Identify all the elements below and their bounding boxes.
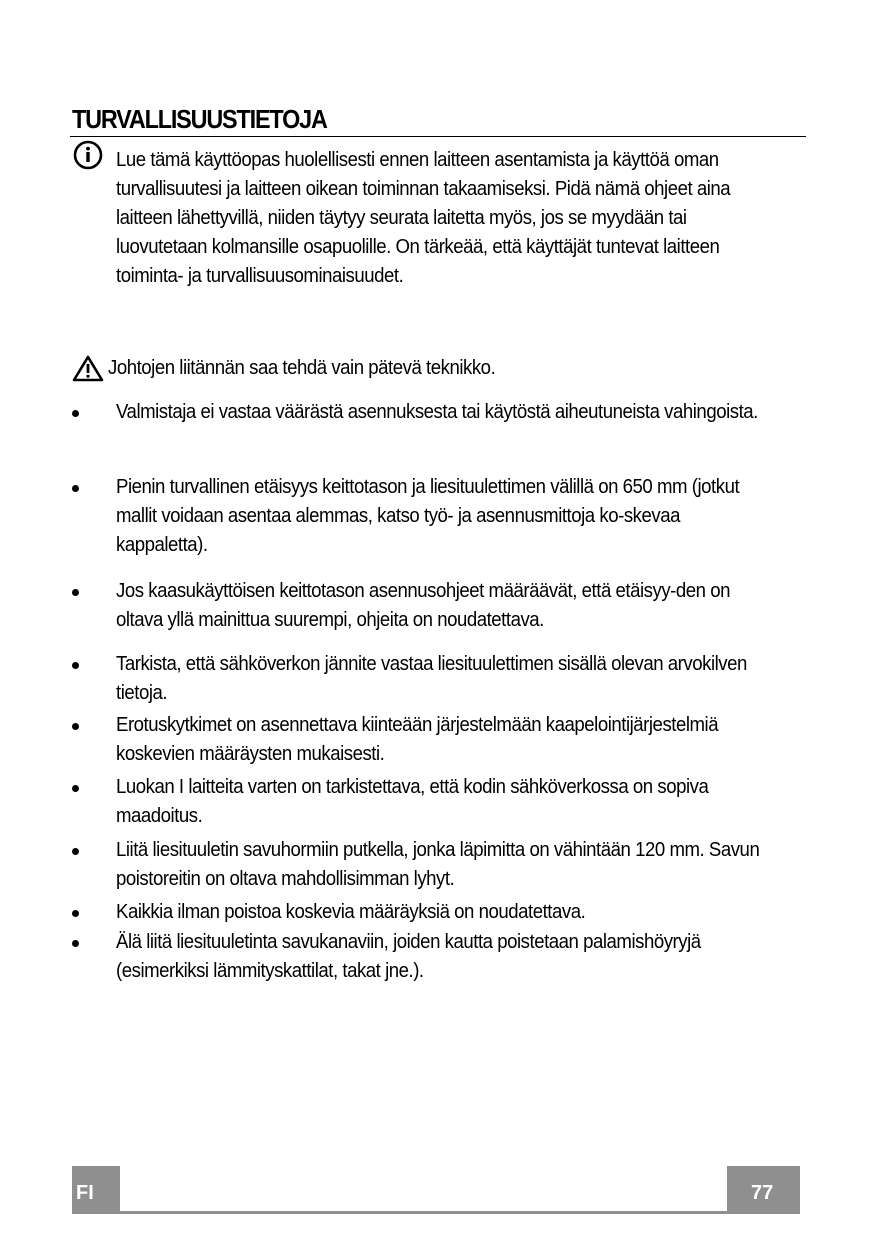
bullet-dot-icon <box>72 723 79 730</box>
warning-text: Johtojen liitännän saa tehdä vain pätevä teknikko. <box>108 357 496 379</box>
bullet-dot-icon <box>72 662 79 669</box>
heading-underline <box>70 136 806 137</box>
page-number-tab <box>727 1166 800 1214</box>
bullet-dot-icon <box>72 485 79 492</box>
bullet-dot-icon <box>72 940 79 947</box>
language-tab <box>72 1166 120 1214</box>
list-item-text: Tarkista, että sähköverkon jännite vastaa liesituulettimen sisällä olevan arvokilven tietoja. <box>116 653 747 704</box>
list-item-text: Pienin turvallinen etäisyys keittotason ja liesituulettimen välillä on 650 mm (jotkut mallit voidaan asentaa alemmas, katso työ- ja asennusmittoja ko-skevaa kappaletta). <box>116 476 740 556</box>
list-item-text: Erotuskytkimet on asennettava kiinteään järjestelmään kaapelointijärjestelmiä koskevien määräysten mukaisesti. <box>116 714 719 765</box>
list-item-text: Älä liitä liesituuletinta savukanaviin, joiden kautta poistetaan palamishöyryjä (esimerkiksi lämmityskattilat, takat jne.). <box>116 931 701 982</box>
list-item-text: Jos kaasukäyttöisen keittotason asennusohjeet määräävät, että etäisyy-den on oltava yllä mainittua suurempi, ohjeita on noudatettava. <box>116 580 730 631</box>
section-heading: TURVALLISUUSTIETOJA <box>72 104 327 134</box>
list-item-text: Liitä liesituuletin savuhormiin putkella, jonka läpimitta on vähintään 120 mm. Savun poistoreitin on oltava mahdollisimman lyhyt. <box>116 839 760 890</box>
footer-rule <box>72 1211 800 1214</box>
bullet-dot-icon <box>72 589 79 596</box>
bullet-dot-icon <box>72 785 79 792</box>
info-circle-icon <box>71 140 105 174</box>
list-item-text: Luokan I laitteita varten on tarkistettava, että kodin sähköverkossa on sopiva maadoitus. <box>116 776 709 827</box>
list-item-text: Valmistaja ei vastaa väärästä asennuksesta tai käytöstä aiheutuneista vahingoista. <box>116 401 758 423</box>
language-label: FI <box>76 1182 94 1204</box>
list-item-text: Kaikkia ilman poistoa koskevia määräyksiä on noudatettava. <box>116 901 586 923</box>
intro-paragraph: Lue tämä käyttöopas huolellisesti ennen laitteen asentamista ja käyttöä oman turvallisuutesi ja laitteen oikean toiminnan takaamiseksi. Pidä nämä ohjeet aina laitteen lähettyvillä, niiden täytyy seurata laitetta myös, jos se myydään tai luovutetaan kolmansille osapuolille. On tärkeää, että käyttäjät tuntevat laitteen toiminta- ja turvallisuusominaisuudet. <box>116 149 731 287</box>
bullet-dot-icon <box>72 848 79 855</box>
bullet-dot-icon <box>72 910 79 917</box>
warning-triangle-icon <box>72 355 104 382</box>
bullet-dot-icon <box>72 410 79 417</box>
page-number: 77 <box>751 1182 774 1204</box>
